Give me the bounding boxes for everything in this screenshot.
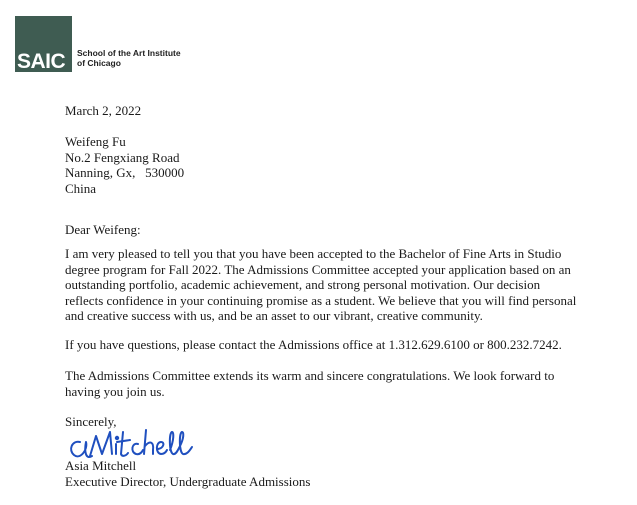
- recipient-city: Nanning, Gx, 530000: [65, 165, 185, 180]
- logo-box: [15, 16, 72, 72]
- salutation: Dear Weifeng:: [65, 222, 141, 237]
- paragraph-1-line: I am very pleased to tell you that you have been accepted to the Bachelor of Fine Arts in Studio: [65, 246, 562, 261]
- signer-name: Asia Mitchell: [65, 458, 137, 473]
- recipient-name: Weifeng Fu: [65, 134, 126, 149]
- institution-name-line2: of Chicago: [77, 57, 121, 68]
- signer-title: Executive Director, Undergraduate Admissions: [65, 473, 311, 489]
- paragraph-1-line: degree program for Fall 2022. The Admissions Committee accepted your application based on an: [65, 261, 571, 277]
- paragraph-1-line: outstanding portfolio, academic achievement, and strong personal motivation. Our decision: [65, 277, 541, 292]
- letter-date: March 2, 2022: [65, 103, 142, 118]
- closing: Sincerely,: [65, 414, 117, 429]
- recipient-country: China: [65, 180, 97, 196]
- body-paragraph-2: If you have questions, please contact the Admissions office at 1.312.629.6100 or 800.232.7242.: [65, 337, 562, 352]
- institution-logo: [15, 16, 181, 72]
- recipient-street: No.2 Fengxiang Road: [65, 149, 180, 165]
- paragraph-3-line: The Admissions Committee extends its warm and sincere congratulations. We look forward to: [65, 368, 555, 383]
- body-paragraph-1: [65, 246, 605, 324]
- institution-name: [77, 49, 181, 72]
- paragraph-1-line: and creative success with us, and be an asset to our vibrant, creative community.: [65, 308, 483, 323]
- body-paragraph-3: [65, 368, 605, 399]
- institution-name-line1: School of the Art Institute: [77, 48, 181, 58]
- paragraph-1-line: reflects confidence in your continuing promise as a student. We believe that you will find personal: [65, 292, 577, 308]
- paragraph-3-line: having you join us.: [65, 383, 165, 399]
- logo-text: SAIC: [17, 50, 66, 73]
